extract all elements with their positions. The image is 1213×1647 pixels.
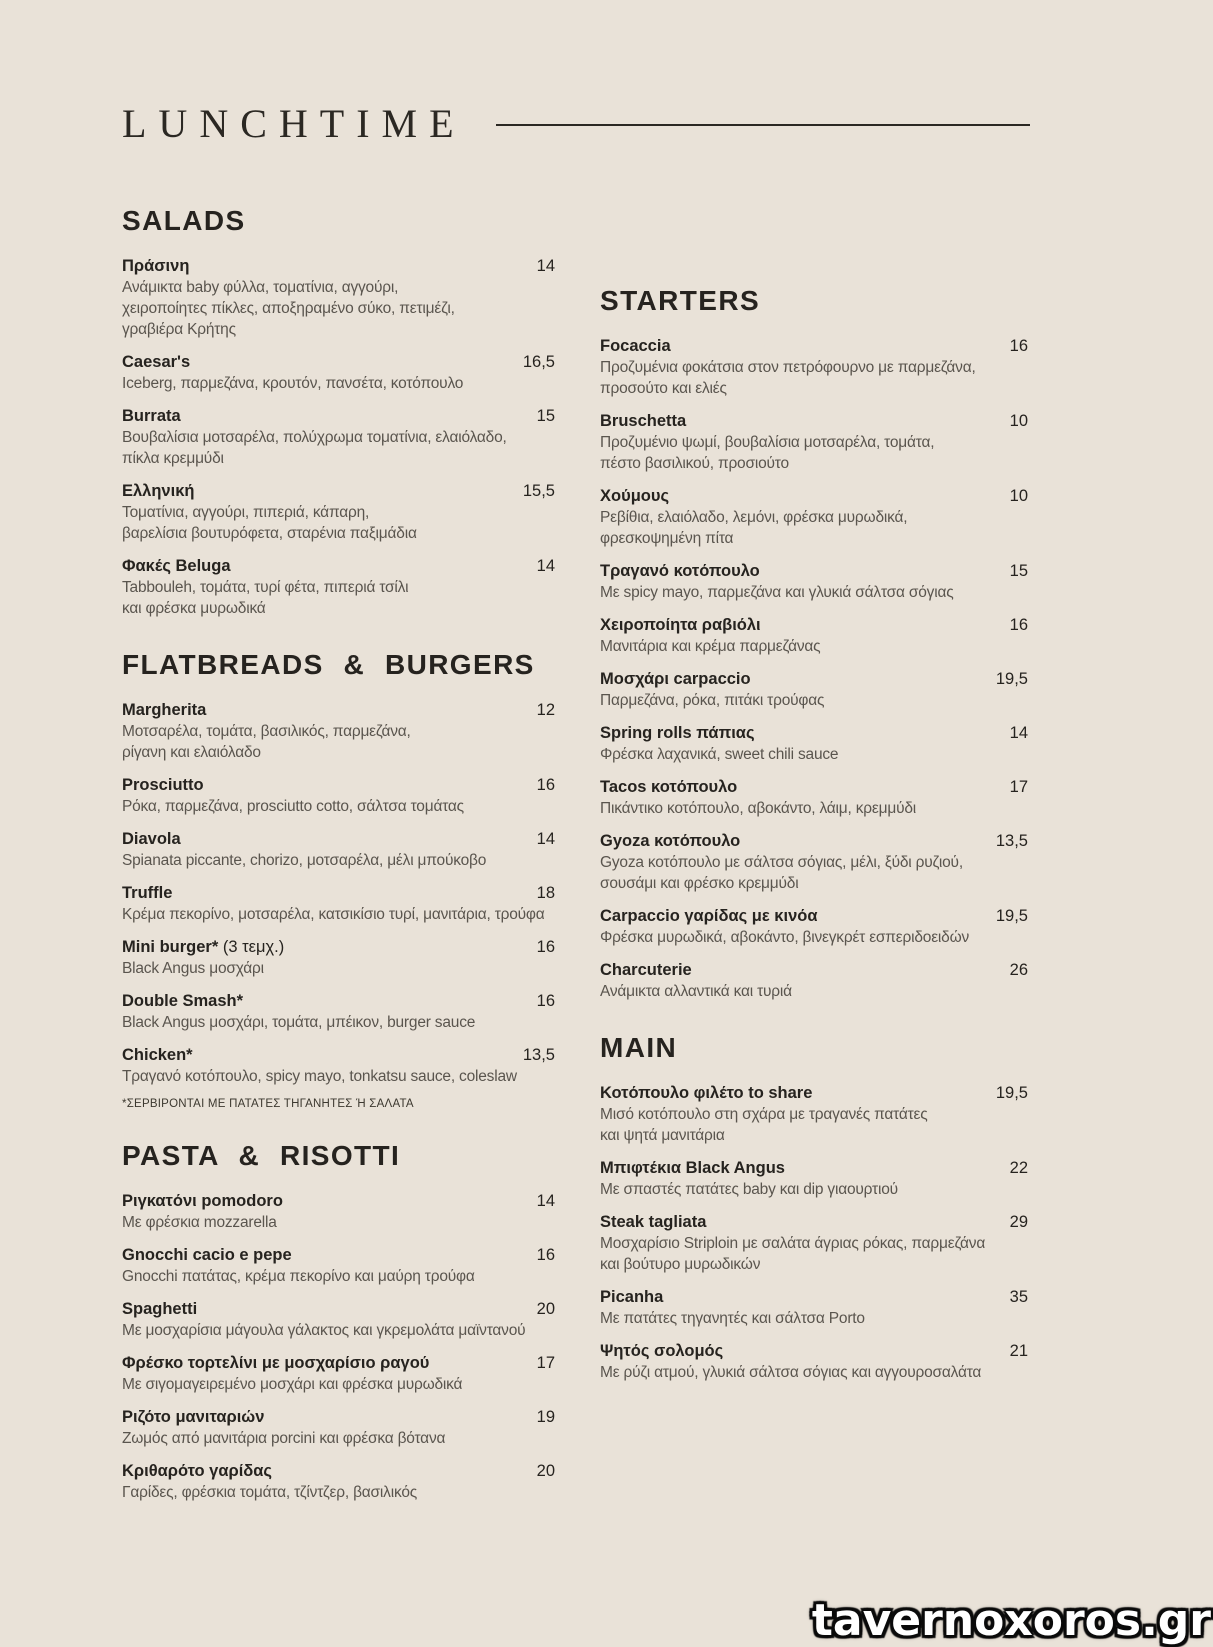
menu-item-name: Truffle	[122, 884, 173, 902]
menu-item-description-line: χειροποίητες πίκλες, αποξηραμένο σύκο, πετιμέζι,	[122, 300, 455, 317]
menu-item-description-line: Ανάμικτα baby φύλλα, τοματίνια, αγγούρι,	[122, 279, 399, 296]
menu-item-name: Ελληνική	[122, 482, 195, 500]
menu-item-price: 16	[536, 776, 555, 794]
menu-item-name: Μπιφτέκια Black Angus	[600, 1159, 785, 1177]
menu-item-name: Φακές Beluga	[122, 557, 231, 575]
menu-item	[122, 1460, 555, 1503]
menu-item-name: Spring rolls πάπιας	[600, 724, 755, 742]
menu-item-description	[600, 1104, 1028, 1146]
menu-item-price: 16	[536, 1246, 555, 1264]
menu-item-description-line: Spianata piccante, chorizo, μοτσαρέλα, μέλι μπούκοβο	[122, 852, 487, 869]
menu-item-name-row	[600, 1340, 1028, 1362]
menu-item	[122, 405, 555, 469]
menu-item-description-line: Μανιτάρια και κρέμα παρμεζάνας	[600, 638, 821, 655]
menu-item-description	[122, 796, 555, 817]
menu-item-description	[122, 958, 555, 979]
menu-item-price: 16,5	[522, 353, 555, 371]
menu-item	[122, 882, 555, 925]
menu-item-name: Spaghetti	[122, 1300, 198, 1318]
menu-item-name: Κοτόπουλο φιλέτο to share	[600, 1084, 813, 1102]
menu-item-description-line: Τοματίνια, αγγούρι, πιπεριά, κάπαρη,	[122, 504, 370, 521]
menu-item-price: 18	[536, 884, 555, 902]
menu-item-description	[122, 1212, 555, 1233]
section-items	[122, 699, 555, 1087]
menu-item-description-line: Ρεβίθια, ελαιόλαδο, λεμόνι, φρέσκα μυρωδικά,	[600, 509, 908, 526]
menu-item	[600, 1340, 1028, 1383]
menu-item-price: 17	[1009, 778, 1028, 796]
menu-item-name: Prosciutto	[122, 776, 204, 794]
menu-item-description	[600, 690, 1028, 711]
menu-item-name: Steak tagliata	[600, 1213, 707, 1231]
section-footnote: *ΣΕΡΒΙΡΟΝΤΑΙ ΜΕ ΠΑΤΑΤΕΣ ΤΗΓΑΝΗΤΕΣ Ή ΣΑΛΑΤΑ	[122, 1098, 414, 1110]
menu-item-description-line: Black Angus μοσχάρι	[122, 960, 264, 977]
menu-item-name-row	[122, 351, 555, 373]
menu-item-name: Ψητός σολομός	[600, 1342, 724, 1360]
menu-item-name: Πράσινη	[122, 257, 190, 275]
menu-item-name: Picanha	[600, 1288, 664, 1306]
section-heading: MAIN	[600, 1032, 678, 1063]
menu-item-description-line: πέστο βασιλικού, προσιούτο	[600, 455, 789, 472]
menu-item-name-row	[122, 1244, 555, 1266]
menu-item-name-row	[600, 668, 1028, 690]
menu-item-name: Τραγανό κοτόπουλο	[600, 562, 760, 580]
menu-item-price: 12	[536, 701, 555, 719]
menu-item-name: Gnocchi cacio e pepe	[122, 1246, 292, 1264]
menu-item-description-line: Μοσχαρίσιο Striploin με σαλάτα άγριας ρόκας, παρμεζάνα	[600, 1235, 986, 1252]
menu-item	[122, 1244, 555, 1287]
menu-item-name: Φρέσκο τορτελίνι με μοσχαρίσιο ραγού	[122, 1354, 430, 1372]
watermark-logo: tavernoxoros.gr	[811, 1595, 1211, 1646]
menu-item-name: Mini burger* (3 τεμχ.)	[122, 938, 285, 956]
menu-item	[122, 351, 555, 394]
menu-column-left	[122, 205, 555, 1533]
menu-item-description	[600, 927, 1028, 948]
menu-item-description	[600, 357, 1028, 399]
section-heading: SALADS	[122, 205, 246, 236]
menu-item-price: 17	[536, 1354, 555, 1372]
menu-item-name-row	[122, 405, 555, 427]
menu-item-name-row	[600, 905, 1028, 927]
menu-item-description-line: Φρέσκα μυρωδικά, αβοκάντο, βινεγκρέτ εσπεριδοειδών	[600, 929, 970, 946]
menu-item-description-line: Μοτσαρέλα, τομάτα, βασιλικός, παρμεζάνα,	[122, 723, 411, 740]
menu-item-description-line: Με πατάτες τηγανητές και σάλτσα Porto	[600, 1310, 865, 1327]
menu-item-price: 14	[536, 1192, 555, 1210]
menu-item-name-row	[122, 774, 555, 796]
menu-item-description-line: Tabbouleh, τομάτα, τυρί φέτα, πιπεριά τσίλι	[122, 579, 409, 596]
menu-item	[600, 560, 1028, 603]
menu-item-description	[122, 1482, 555, 1503]
menu-item-description-line: προσούτο και ελιές	[600, 380, 727, 397]
menu-item-description	[122, 850, 555, 871]
menu-item-description	[122, 277, 555, 340]
menu-item-description-line: Με σιγομαγειρεμένο μοσχάρι και φρέσκα μυρωδικά	[122, 1376, 463, 1393]
menu-item-description	[122, 1266, 555, 1287]
menu-item	[600, 776, 1028, 819]
menu-item	[122, 936, 555, 979]
menu-item	[600, 1157, 1028, 1200]
menu-item-name-row	[122, 1190, 555, 1212]
menu-item-description-line: Φρέσκα λαχανικά, sweet chili sauce	[600, 746, 839, 763]
menu-item-name-row	[122, 1044, 555, 1066]
menu-item-description-line: Τραγανό κοτόπουλο, spicy mayo, tonkatsu sauce, coleslaw	[122, 1068, 517, 1085]
menu-item-description-line: Gnocchi πατάτας, κρέμα πεκορίνο και μαύρη τρούφα	[122, 1268, 475, 1285]
menu-item-name: Μοσχάρι carpaccio	[600, 670, 751, 688]
section-items	[122, 255, 555, 619]
menu-item-name: Bruschetta	[600, 412, 687, 430]
menu-item-name-row	[600, 1286, 1028, 1308]
menu-item	[600, 485, 1028, 549]
menu-item	[122, 255, 555, 340]
menu-item-description-line: Gyoza κοτόπουλο με σάλτσα σόγιας, μέλι, ξύδι ρυζιού,	[600, 854, 963, 871]
menu-item-name: Tacos κοτόπουλο	[600, 778, 738, 796]
menu-item-description	[600, 636, 1028, 657]
menu-item	[600, 614, 1028, 657]
menu-section	[600, 285, 1028, 1002]
menu-item-name-row	[600, 335, 1028, 357]
menu-item-name-row	[122, 828, 555, 850]
menu-item-name-row	[122, 882, 555, 904]
menu-item-name-row	[122, 1298, 555, 1320]
menu-item	[600, 1211, 1028, 1275]
menu-item-name: Ριγκατόνι pomodoro	[122, 1192, 283, 1210]
menu-item-description	[122, 1012, 555, 1033]
menu-item-price: 21	[1009, 1342, 1028, 1360]
menu-item	[600, 668, 1028, 711]
menu-item-price: 26	[1009, 961, 1028, 979]
page-title: LUNCHTIME	[122, 101, 466, 146]
menu-header	[122, 100, 1030, 147]
menu-item-price: 10	[1009, 487, 1028, 505]
menu-item	[600, 830, 1028, 894]
menu-item-price: 22	[1009, 1159, 1028, 1177]
menu-item-name-row	[600, 1211, 1028, 1233]
menu-item-description	[600, 1308, 1028, 1329]
menu-item-description	[122, 373, 555, 394]
menu-item-name: Κριθαρότο γαρίδας	[122, 1462, 273, 1480]
menu-item-name-row	[600, 959, 1028, 981]
menu-item-description-line: Με φρέσκια mozzarella	[122, 1214, 277, 1231]
menu-item-description-line: Black Angus μοσχάρι, τομάτα, μπέικον, burger sauce	[122, 1014, 476, 1031]
menu-item-description-line: βαρελίσια βουτυρόφετα, σταρένια παξιμάδια	[122, 525, 417, 542]
menu-item-description	[600, 507, 1028, 549]
menu-item-name-row	[122, 699, 555, 721]
menu-section	[122, 1140, 555, 1503]
menu-item-description	[600, 1362, 1028, 1383]
menu-item-name: Diavola	[122, 830, 181, 848]
menu-section	[122, 205, 555, 619]
menu-item-description-line: φρεσκοψημένη πίτα	[600, 530, 734, 547]
menu-column-right	[600, 285, 1028, 1413]
menu-item	[600, 905, 1028, 948]
menu-item-price: 35	[1009, 1288, 1028, 1306]
menu-item-description-line: Με σπαστές πατάτες baby και dip γιαουρτιού	[600, 1181, 898, 1198]
section-heading: FLATBREADS & BURGERS	[122, 649, 535, 680]
menu-item-name: Χειροποίητα ραβιόλι	[600, 616, 761, 634]
menu-item-description	[600, 852, 1028, 894]
menu-item-price: 15	[1009, 562, 1028, 580]
menu-item-description	[122, 427, 555, 469]
menu-item-price: 20	[536, 1300, 555, 1318]
menu-item-description-line: Με μοσχαρίσια μάγουλα γάλακτος και γκρεμολάτα μαϊντανού	[122, 1322, 526, 1339]
menu-item-description	[122, 1066, 555, 1087]
menu-item	[122, 480, 555, 544]
menu-item-description	[122, 721, 555, 763]
menu-item-price: 14	[1009, 724, 1028, 742]
menu-item-name-row	[600, 1157, 1028, 1179]
menu-item-price: 16	[536, 938, 555, 956]
menu-item-name-row	[600, 722, 1028, 744]
menu-item-name-row	[122, 480, 555, 502]
menu-item-description	[122, 577, 555, 619]
menu-item-name: Burrata	[122, 407, 181, 425]
menu-item-price: 16	[1009, 337, 1028, 355]
menu-item-price: 29	[1009, 1213, 1028, 1231]
menu-item	[122, 1044, 555, 1087]
menu-item-name: Caesar's	[122, 353, 191, 371]
menu-item-price: 14	[536, 257, 555, 275]
menu-item-description-line: Ρόκα, παρμεζάνα, prosciutto cotto, σάλτσα τομάτας	[122, 798, 464, 815]
menu-item	[600, 1286, 1028, 1329]
menu-item-price: 19,5	[995, 907, 1028, 925]
menu-item-description-line: Iceberg, παρμεζάνα, κρουτόν, πανσέτα, κοτόπουλο	[122, 375, 464, 392]
menu-item-description-line: Ανάμικτα αλλαντικά και τυριά	[600, 983, 792, 1000]
menu-item	[122, 1190, 555, 1233]
menu-item-name-row	[600, 485, 1028, 507]
menu-item-description	[122, 1374, 555, 1395]
menu-item-price: 14	[536, 830, 555, 848]
menu-item-name-row	[122, 1406, 555, 1428]
menu-item-price: 19,5	[995, 670, 1028, 688]
menu-item-description-line: και ψητά μανιτάρια	[600, 1127, 725, 1144]
menu-item-description-line: Βουβαλίσια μοτσαρέλα, πολύχρωμα τοματίνια, ελαιόλαδο,	[122, 429, 507, 446]
menu-item-price: 13,5	[522, 1046, 555, 1064]
menu-item-description-line: Με ρύζι ατμού, γλυκιά σάλτσα σόγιας και αγγουροσαλάτα	[600, 1364, 982, 1381]
menu-item-name: Double Smash*	[122, 992, 244, 1010]
menu-item	[600, 335, 1028, 399]
menu-section	[600, 1032, 1028, 1383]
menu-item-name-row	[600, 614, 1028, 636]
menu-item	[600, 1082, 1028, 1146]
menu-item-name-row	[600, 830, 1028, 852]
menu-item	[600, 722, 1028, 765]
menu-item-description-line: Ζωμός από μανιτάρια porcini και φρέσκα βότανα	[122, 1430, 446, 1447]
menu-item-description-line: ρίγανη και ελαιόλαδο	[122, 744, 261, 761]
menu-item-name-row	[122, 555, 555, 577]
menu-item	[122, 699, 555, 763]
menu-item-description	[122, 904, 555, 925]
menu-item-description-line: Κρέμα πεκορίνο, μοτσαρέλα, κατσικίσιο τυρί, μανιτάρια, τρούφα	[122, 906, 545, 923]
menu-item-description	[600, 744, 1028, 765]
menu-item-name: Margherita	[122, 701, 207, 719]
menu-item	[122, 1298, 555, 1341]
menu-item	[600, 410, 1028, 474]
section-heading: PASTA & RISOTTI	[122, 1140, 401, 1171]
menu-item-name: Carpaccio γαρίδας με κινόα	[600, 907, 818, 925]
menu-item-description	[122, 1320, 555, 1341]
menu-item-description-line: γραβιέρα Κρήτης	[122, 321, 236, 338]
menu-item-description	[122, 502, 555, 544]
menu-item-description-line: σουσάμι και φρέσκο κρεμμύδι	[600, 875, 799, 892]
menu-item-name-row	[122, 990, 555, 1012]
menu-item-description	[600, 582, 1028, 603]
menu-item	[122, 828, 555, 871]
menu-item-price: 16	[536, 992, 555, 1010]
menu-item-description-line: Πικάντικο κοτόπουλο, αβοκάντο, λάιμ, κρεμμύδι	[600, 800, 917, 817]
menu-item	[122, 555, 555, 619]
menu-item-description	[600, 981, 1028, 1002]
menu-item-price: 16	[1009, 616, 1028, 634]
menu-item-description-line: Γαρίδες, φρέσκια τομάτα, τζίντζερ, βασιλικός	[122, 1484, 418, 1501]
menu-item-description-line: Μισό κοτόπουλο στη σχάρα με τραγανές πατάτες	[600, 1106, 928, 1123]
menu-item-description-line: Προζυμένια φοκάτσια στον πετρόφουρνο με παρμεζάνα,	[600, 359, 976, 376]
menu-item-price: 20	[536, 1462, 555, 1480]
section-heading: STARTERS	[600, 285, 761, 316]
menu-item-name-row	[122, 1352, 555, 1374]
menu-item-description	[600, 1233, 1028, 1275]
menu-item-price: 13,5	[995, 832, 1028, 850]
menu-item	[600, 959, 1028, 1002]
menu-item-name-row	[600, 1082, 1028, 1104]
section-items	[122, 1190, 555, 1503]
menu-item-name-row	[122, 255, 555, 277]
section-items	[600, 1082, 1028, 1383]
menu-item-name: Χούμους	[600, 487, 670, 505]
menu-item	[122, 990, 555, 1033]
menu-item-name: Gyoza κοτόπουλο	[600, 832, 741, 850]
menu-item-name-row	[600, 776, 1028, 798]
header-divider	[496, 124, 1030, 126]
menu-item-price: 15,5	[522, 482, 555, 500]
menu-item-description-line: πίκλα κρεμμύδι	[122, 450, 224, 467]
menu-item-price: 19	[536, 1408, 555, 1426]
menu-item-name-row	[122, 936, 555, 958]
menu-item-name-row	[122, 1460, 555, 1482]
section-items	[600, 335, 1028, 1002]
menu-item-name: Focaccia	[600, 337, 671, 355]
menu-item	[122, 1352, 555, 1395]
menu-item-name-row	[600, 410, 1028, 432]
menu-item-name: Ριζότο μανιταριών	[122, 1408, 265, 1426]
menu-item-description	[600, 798, 1028, 819]
menu-item-name-suffix: (3 τεμχ.)	[218, 938, 285, 956]
menu-item-description-line: Προζυμένιο ψωμί, βουβαλίσια μοτσαρέλα, τομάτα,	[600, 434, 935, 451]
menu-item-name: Chicken*	[122, 1046, 193, 1064]
menu-item-price: 14	[536, 557, 555, 575]
menu-item-price: 10	[1009, 412, 1028, 430]
menu-item	[122, 774, 555, 817]
menu-item-description-line: και βούτυρο μυρωδικών	[600, 1256, 761, 1273]
menu-item-description-line: και φρέσκα μυρωδικά	[122, 600, 266, 617]
menu-item-description-line: Με spicy mayo, παρμεζάνα και γλυκιά σάλτσα σόγιας	[600, 584, 954, 601]
menu-item-description	[122, 1428, 555, 1449]
menu-item-description-line: Παρμεζάνα, ρόκα, πιτάκι τρούφας	[600, 692, 825, 709]
menu-item-price: 15	[536, 407, 555, 425]
menu-item-description	[600, 432, 1028, 474]
menu-section	[122, 649, 555, 1110]
menu-item-name-row	[600, 560, 1028, 582]
menu-item-price: 19,5	[995, 1084, 1028, 1102]
menu-item-name: Charcuterie	[600, 961, 692, 979]
menu-item-description	[600, 1179, 1028, 1200]
menu-item	[122, 1406, 555, 1449]
